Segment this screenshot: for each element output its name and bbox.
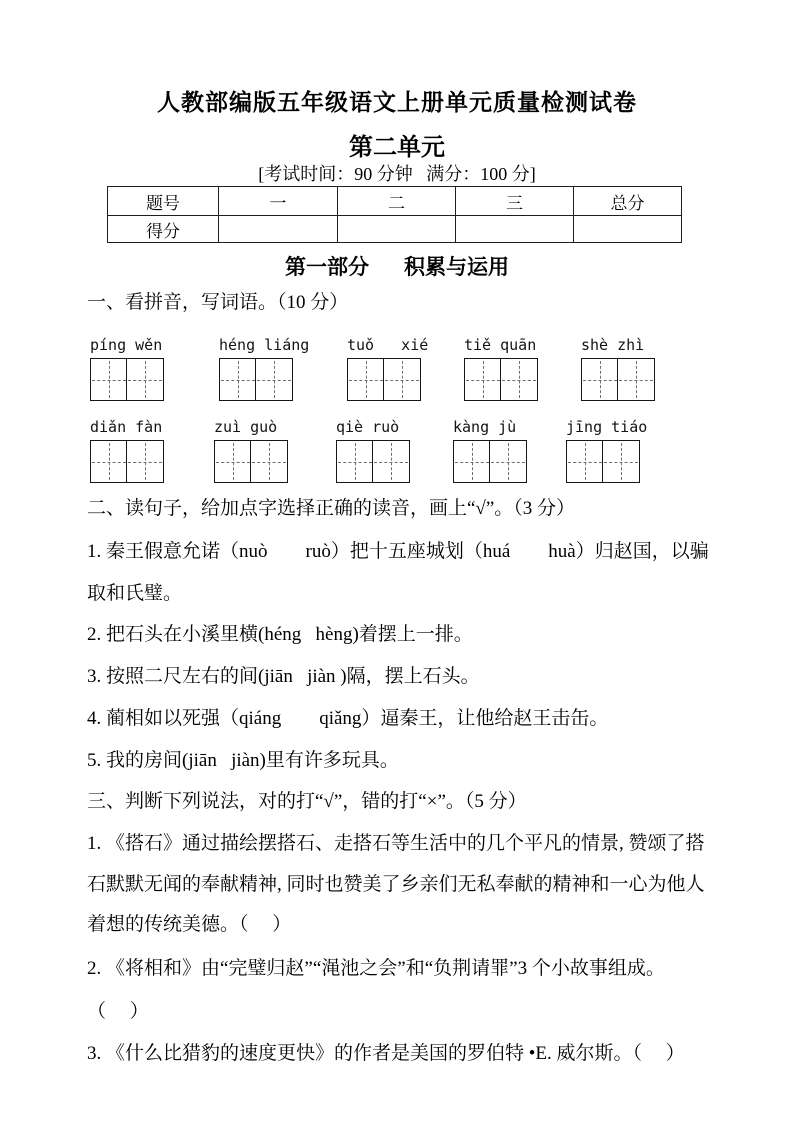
score-table-header-cell: 题号 <box>108 187 219 216</box>
writing-square <box>126 440 164 483</box>
score-table-header-cell: 一 <box>219 187 338 216</box>
writing-square <box>255 358 293 401</box>
writing-box <box>347 358 428 401</box>
writing-square <box>617 358 655 401</box>
section-two-title: 二、读句子，给加点字选择正确的读音，画上“√”。（3 分） <box>87 498 576 519</box>
score-table-score-row <box>108 216 682 243</box>
question-line: 5. 我的房间(jiān jiàn)里有许多玩具。 <box>87 750 399 771</box>
writing-square <box>453 440 491 483</box>
exam-info: [考试时间：90 分钟 满分：100 分] <box>258 164 536 184</box>
pinyin-label: shè zhì <box>581 336 645 354</box>
writing-square <box>90 440 128 483</box>
writing-square <box>219 358 257 401</box>
writing-box <box>581 358 655 401</box>
question-line: （ ） <box>87 1001 149 1022</box>
part-one-heading: 第一部分 积累与运用 <box>284 256 509 279</box>
pinyin-word-group <box>581 336 655 401</box>
pinyin-word-group <box>566 418 647 483</box>
unit-subtitle: 第二单元 <box>349 134 445 161</box>
writing-box <box>219 358 309 401</box>
pinyin-label: zuì guò <box>214 418 278 436</box>
writing-square <box>90 358 128 401</box>
pinyin-word-group <box>90 418 164 483</box>
writing-square <box>500 358 538 401</box>
section-three-title: 三、判断下列说法，对的打“√”，错的打“×”。（5 分） <box>87 791 527 812</box>
writing-square <box>581 358 619 401</box>
pinyin-word-group <box>347 336 428 401</box>
writing-box <box>90 440 164 483</box>
writing-square <box>250 440 288 483</box>
score-row-label: 得分 <box>108 216 219 243</box>
writing-box <box>336 440 410 483</box>
writing-square <box>489 440 527 483</box>
pinyin-word-group <box>464 336 538 401</box>
score-table-header-row <box>108 187 682 216</box>
pinyin-label: diǎn fàn <box>90 418 163 436</box>
document-title: 人教部编版五年级语文上册单元质量检测试卷 <box>157 89 637 115</box>
score-cell <box>338 216 456 243</box>
pinyin-label: jīng tiáo <box>566 418 648 436</box>
writing-square <box>602 440 640 483</box>
writing-square <box>383 358 421 401</box>
question-line: 4. 蔺相如以死强（qiáng qiǎng）逼秦王，让他给赵王击缶。 <box>87 708 609 729</box>
pinyin-label: tiě quān <box>464 336 537 354</box>
writing-square <box>372 440 410 483</box>
question-line: 取和氏璧。 <box>87 583 183 604</box>
score-table-header-cell: 二 <box>338 187 456 216</box>
writing-box <box>566 440 647 483</box>
section-one-title: 一、看拼音，写词语。（10 分） <box>87 292 349 313</box>
pinyin-label: qiè ruò <box>336 418 400 436</box>
question-line: 1. 《搭石》通过描绘摆搭石、走搭石等生活中的几个平凡的情景, 赞颂了搭 <box>87 833 705 854</box>
writing-box <box>464 358 538 401</box>
writing-box <box>90 358 164 401</box>
pinyin-label: kàng jù <box>453 418 517 436</box>
writing-box <box>453 440 527 483</box>
pinyin-word-group <box>214 418 288 483</box>
question-line: 着想的传统美德。（ ） <box>87 914 292 935</box>
score-cell <box>574 216 682 243</box>
writing-square <box>336 440 374 483</box>
writing-square <box>464 358 502 401</box>
writing-square <box>347 358 385 401</box>
pinyin-word-group <box>336 418 410 483</box>
score-cell <box>219 216 338 243</box>
pinyin-label: héng liáng <box>219 336 310 354</box>
writing-box <box>214 440 288 483</box>
score-cell <box>456 216 574 243</box>
pinyin-label: tuǒ xié <box>347 336 429 354</box>
score-table-header-cell: 总分 <box>574 187 682 216</box>
question-line: 2. 《将相和》由“完璧归赵”“渑池之会”和“负荆请罪”3 个小故事组成。 <box>87 958 665 979</box>
writing-square <box>566 440 604 483</box>
pinyin-word-group <box>219 336 309 401</box>
pinyin-word-group <box>453 418 527 483</box>
question-line: 1. 秦王假意允诺（nuò ruò）把十五座城划（huá huà）归赵国，以骗 <box>87 541 709 562</box>
score-table <box>107 186 682 243</box>
score-table-header-cell: 三 <box>456 187 574 216</box>
writing-square <box>126 358 164 401</box>
pinyin-label: píng wěn <box>90 336 163 354</box>
question-line: 2. 把石头在小溪里横(héng hèng)着摆上一排。 <box>87 624 473 645</box>
writing-square <box>214 440 252 483</box>
question-line: 3. 《什么比猎豹的速度更快》的作者是美国的罗伯特 •E. 威尔斯。（ ） <box>87 1043 685 1064</box>
question-line: 3. 按照二尺左右的间(jiān jiàn )隔，摆上石头。 <box>87 666 480 687</box>
pinyin-word-group <box>90 336 164 401</box>
question-line: 石默默无闻的奉献精神, 同时也赞美了乡亲们无私奉献的精神和一心为他人 <box>87 874 705 895</box>
